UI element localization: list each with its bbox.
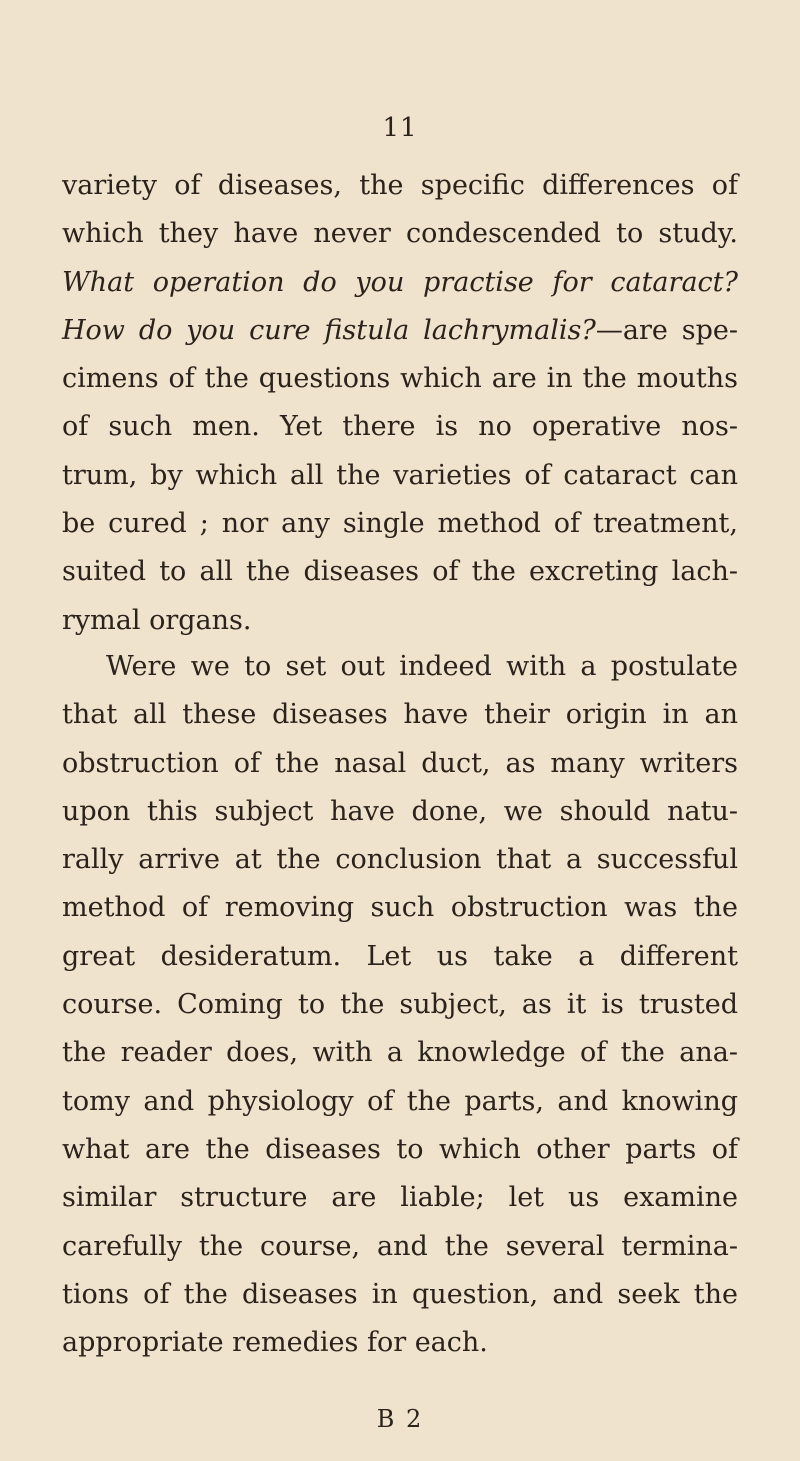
text-line: rally arrive at the conclusion that a successful [62,844,738,876]
text-line: similar structure are liable; let us examine [62,1182,738,1214]
text-line: suited to all the diseases of the excreting lach- [62,556,738,588]
text-line: great desideratum. Let us take a different [62,940,738,972]
text-line: variety of diseases, the specific differences of [62,170,738,201]
text-line: be cured ; nor any single method of treatment, [62,508,738,540]
text-fragment: —are spe- [595,314,738,346]
text-line: Were we to set out indeed with a postulate [106,651,738,682]
text-line: which they have never condescended to study. [62,218,738,250]
paragraph-1 [62,162,738,645]
text-line: method of removing such obstruction was the [62,892,738,924]
text-line: obstruction of the nasal duct, as many writers [62,747,738,779]
text-line: what are the diseases to which other parts of [62,1133,738,1165]
italic-question: What operation do you practise for cataract? [62,266,738,298]
paragraph-2 [62,643,738,1367]
text-line: of such men. Yet there is no operative nos- [62,411,738,443]
text-line: carefully the course, and the several termina- [62,1230,738,1262]
text-line [62,259,738,307]
text-line: that all these diseases have their origin in an [62,699,738,731]
text-line: the reader does, with a knowledge of the ana- [62,1037,738,1069]
text-line: upon this subject have done, we should natu- [62,795,738,827]
text-line: cimens of the questions which are in the mouths [62,363,738,395]
text-line: rymal organs. [62,604,252,636]
text-line: course. Coming to the subject, as it is trusted [62,989,738,1021]
italic-question: How do you cure fistula lachrymalis? [62,314,596,346]
text-line [62,307,738,355]
text-line: appropriate remedies for each. [62,1327,488,1359]
text-line: trum, by which all the varieties of cataract can [62,459,738,491]
text-line: tomy and physiology of the parts, and knowing [62,1085,738,1117]
signature-mark: B 2 [376,1405,424,1433]
page-number: 11 [382,113,418,143]
text-line: tions of the diseases in question, and seek the [62,1278,738,1310]
